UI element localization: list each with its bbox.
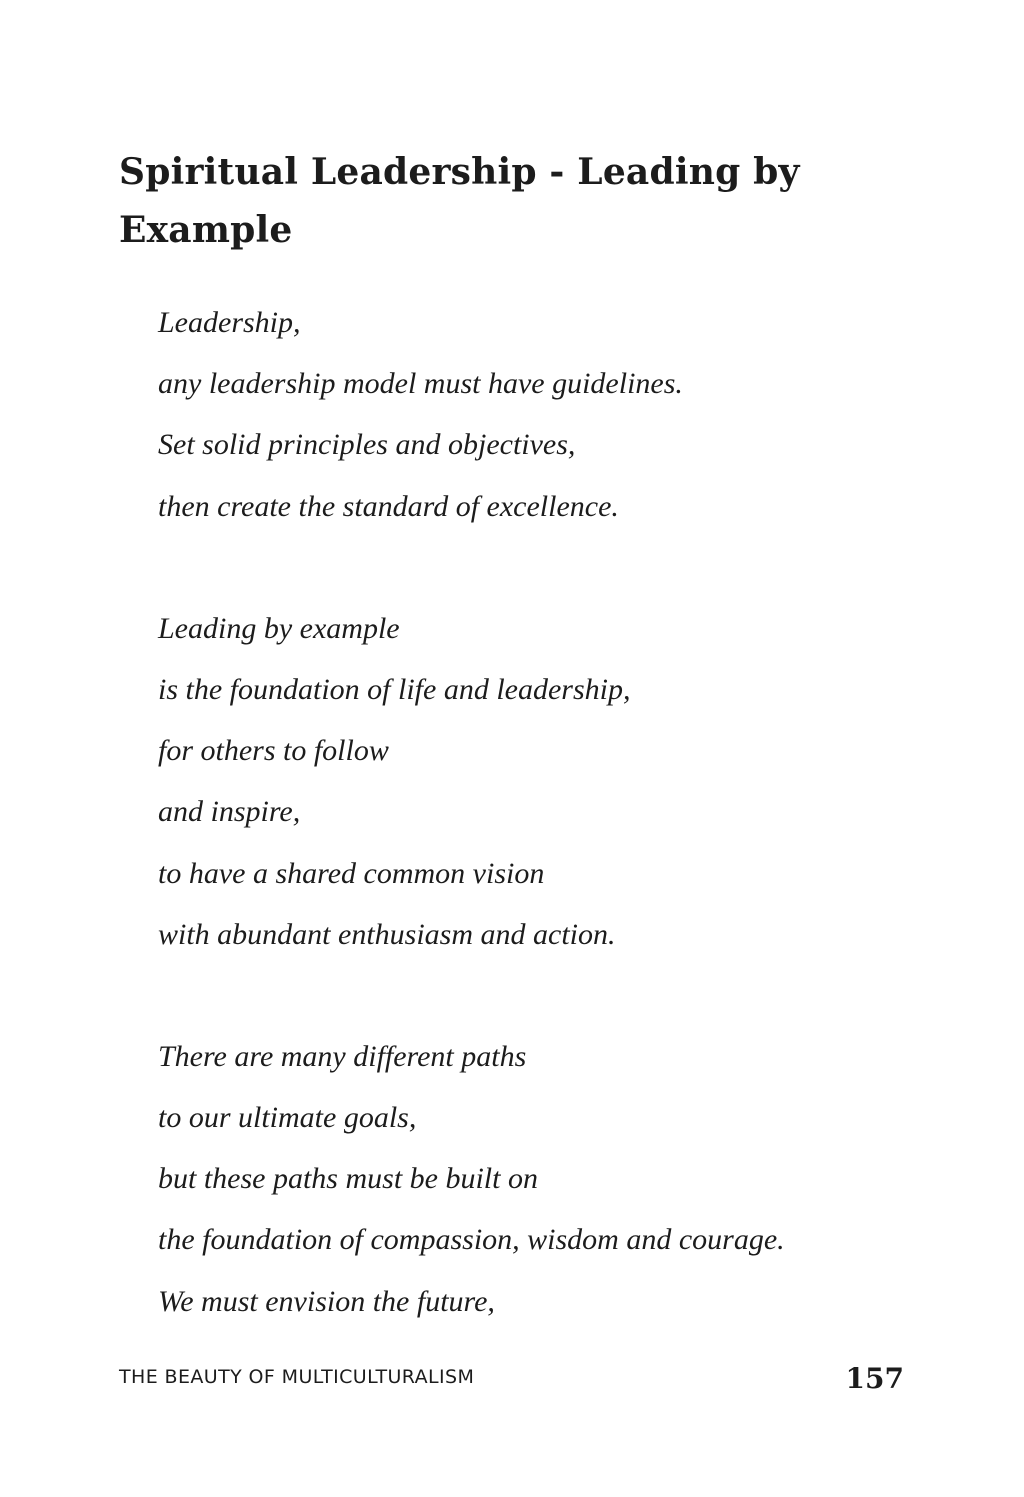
poem-line: Leadership, (158, 306, 301, 339)
poem-line: and inspire, (158, 795, 301, 829)
poem-line: for others to follow (158, 734, 389, 768)
stanza (158, 1026, 918, 1332)
poem-line: any leadership model must have guidelines. (158, 367, 683, 401)
poem-line: with abundant enthusiasm and action. (158, 917, 616, 951)
poem-line: but these paths must be built on (158, 1162, 538, 1196)
poem-line: then create the standard of excellence. (158, 489, 619, 523)
poem-line: We must envision the future, (158, 1284, 495, 1318)
poem-line: Set solid principles and objectives, (158, 428, 576, 462)
poem-line: is the foundation of life and leadership, (158, 672, 631, 706)
stanza (158, 292, 918, 537)
page-number: 157 (845, 1362, 904, 1395)
poem-line: Leading by example (158, 611, 400, 645)
stanza (158, 598, 918, 965)
running-footer-book-title: THE BEAUTY OF MULTICULTURALISM (119, 1366, 475, 1388)
page-title: Spiritual Leadership - Leading by Example (119, 151, 800, 251)
poem-line: to our ultimate goals, (158, 1101, 417, 1135)
poem-line: to have a shared common vision (158, 856, 545, 890)
poem (158, 292, 918, 1393)
poem-line: the foundation of compassion, wisdom and courage. (158, 1223, 785, 1257)
poem-line: There are many different paths (158, 1039, 527, 1073)
